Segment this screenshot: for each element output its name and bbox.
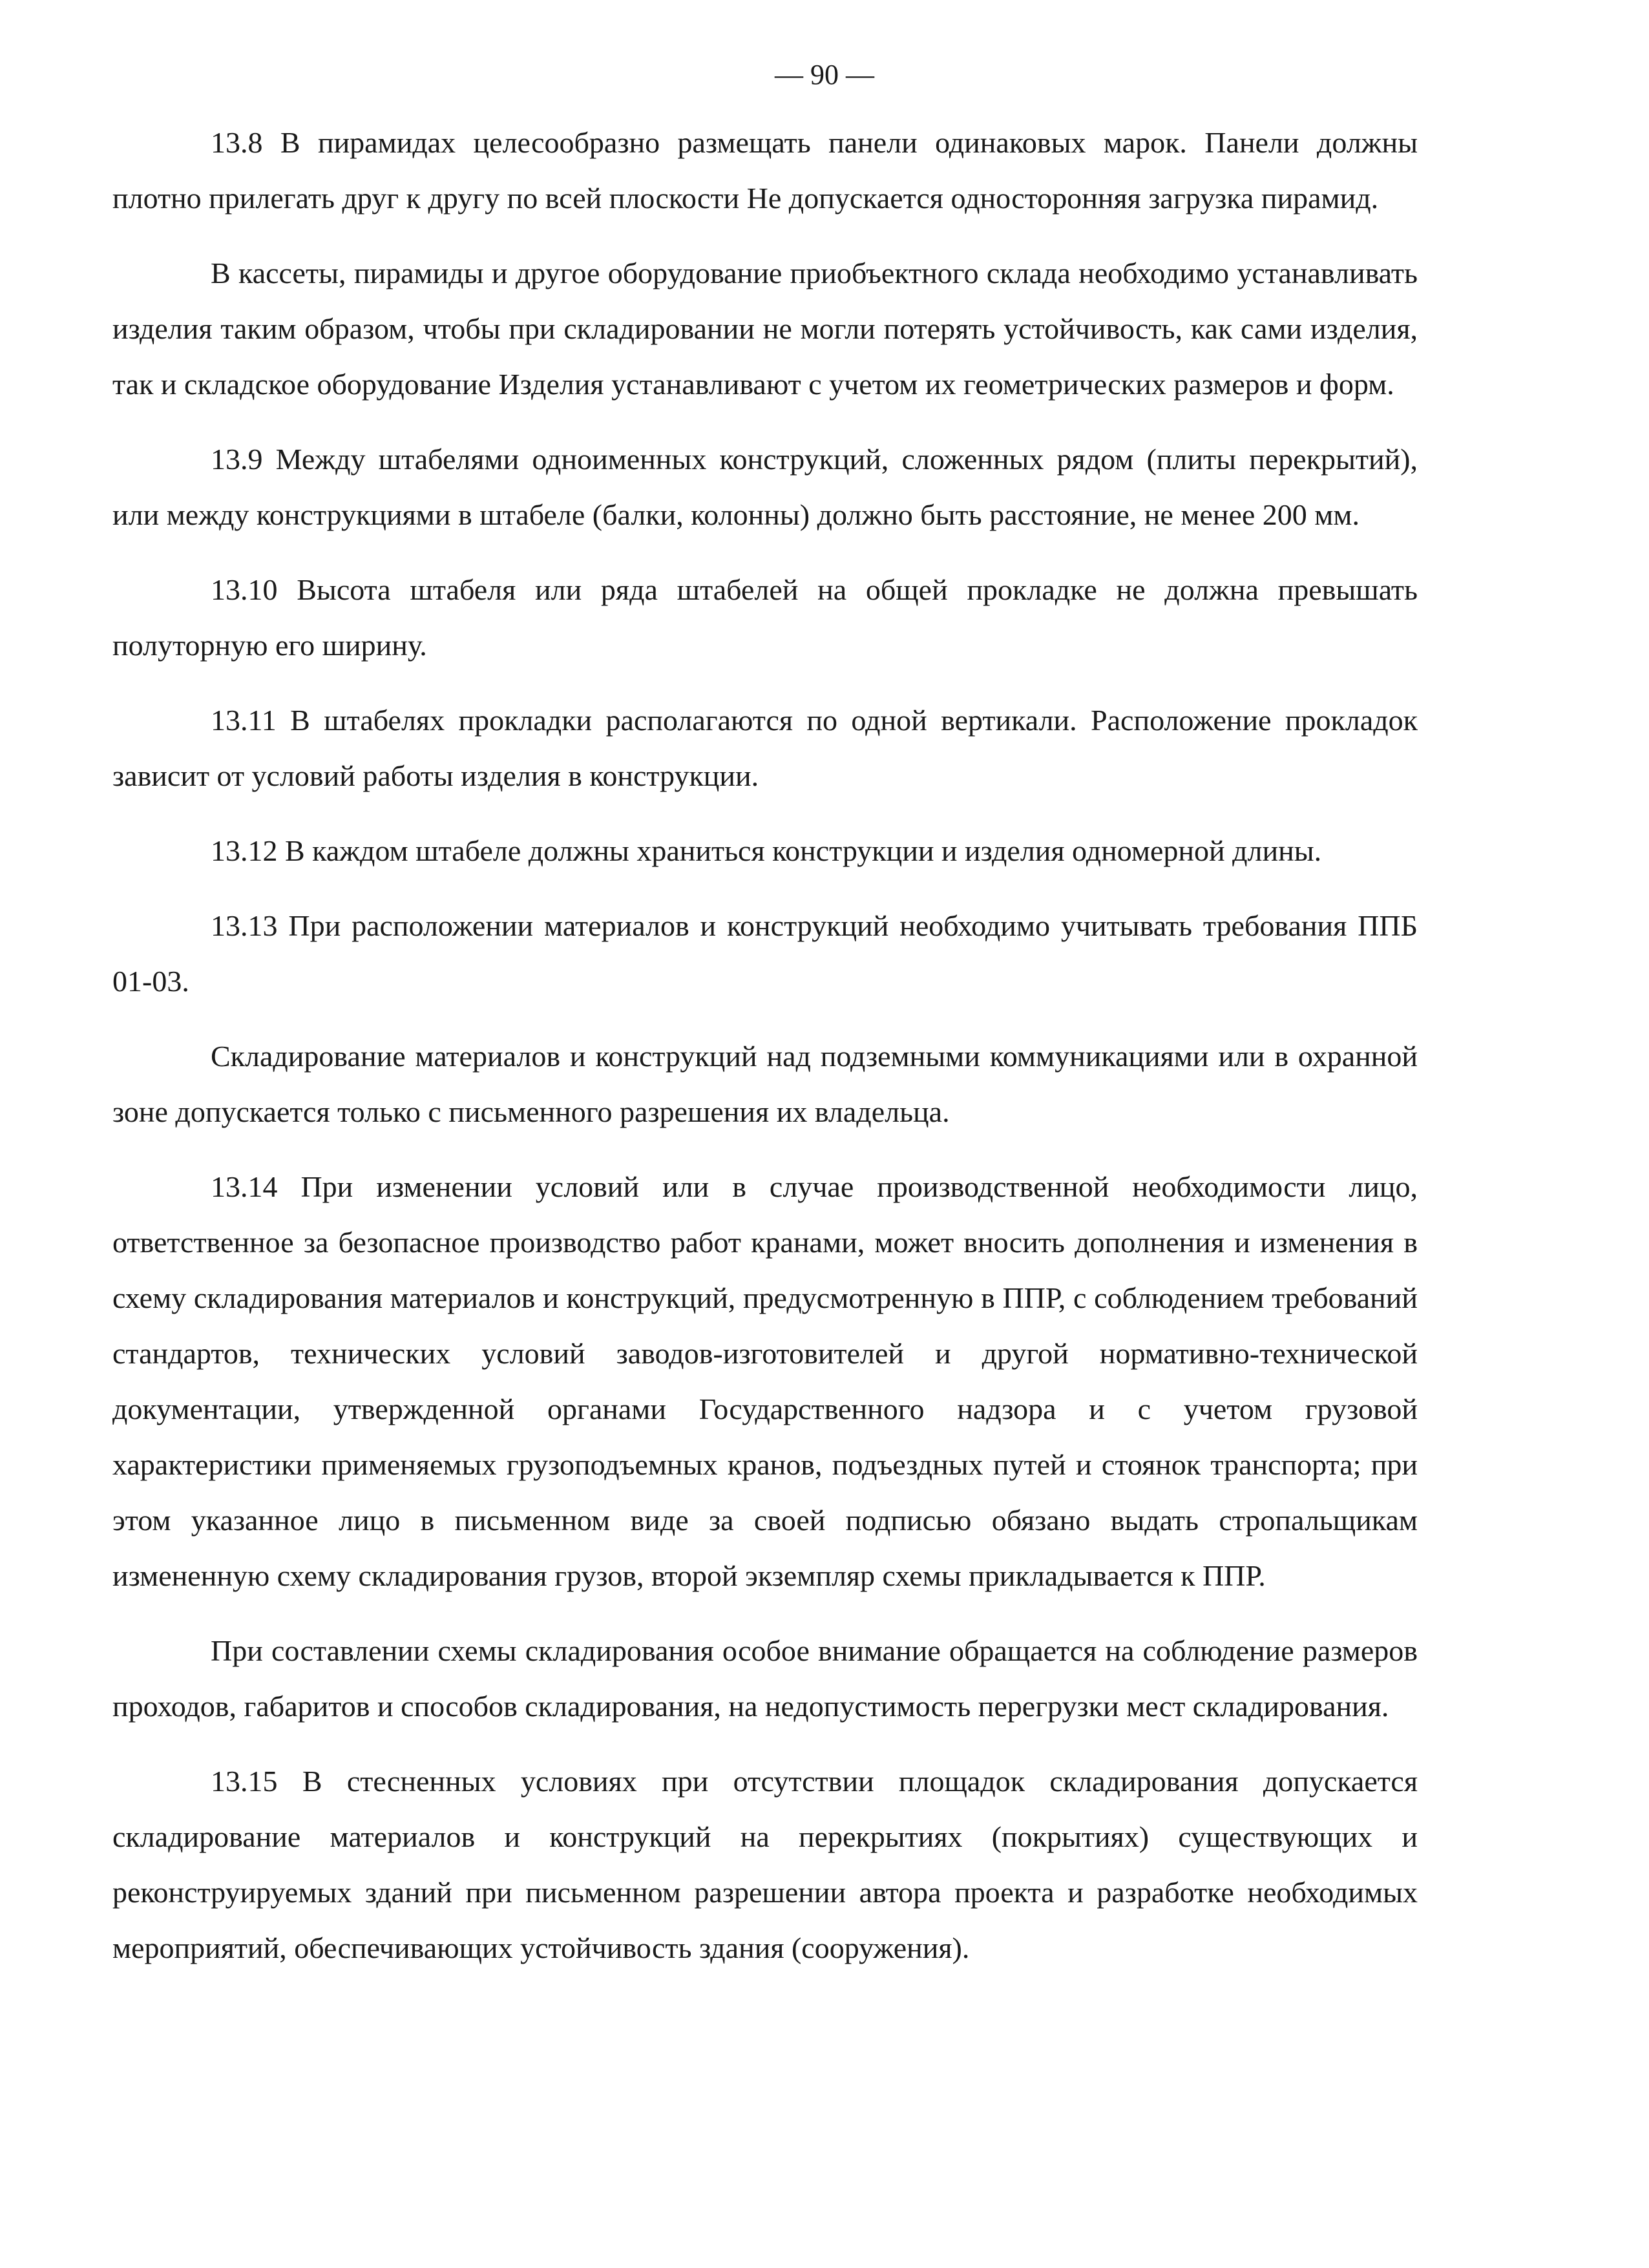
paragraph-cassettes: В кассеты, пирамиды и другое оборудование приобъектного склада необходимо устанавливать изделия таким образом, чтобы при складировании не могли потерять устойчивость, как сами изделия, так и складское оборудование Изделия устанавливают с учетом их геометрических размеров и форм. xyxy=(112,257,1418,401)
paragraph-13-15: 13.15 В стесненных условиях при отсутствии площадок складирования допускается складирование материалов и конструкций на перекрытиях (покрытиях) существующих и реконструируемых зданий при письменном разрешении автора проекта и разработке необходимых мероприятий, обеспечивающих устойчивость здания (сооружения). xyxy=(112,1765,1418,1964)
paragraph-13-10: 13.10 Высота штабеля или ряда штабелей на общей прокладке не должна превышать полуторную его ширину. xyxy=(112,573,1418,662)
paragraph-13-9: 13.9 Между штабелями одноименных конструкций, сложенных рядом (плиты перекрытий), или между конструкциями в штабеле (балки, колонны) должно быть расстояние, не менее 200 мм. xyxy=(112,443,1418,531)
paragraph-13-14: 13.14 При изменении условий или в случае производственной необходимости лицо, ответственное за безопасное производство работ кранами, может вносить дополнения и изменения в схему складирования материалов и конструкций, предусмотренную в ППР, с соблюдением требований стандартов, технических условий заводов-изготовителей и другой нормативно-технической документации, утвержденной органами Государственного надзора и с учетом грузовой характеристики применяемых грузоподъемных кранов, подъездных путей и стоянок транспорта; при этом указанное лицо в письменном виде за своей подписью обязано выдать стропальщикам измененную схему складирования грузов, второй экземпляр схемы прикладывается к ППР. xyxy=(112,1170,1418,1592)
paragraph-underground: Складирование материалов и конструкций над подземными коммуникациями или в охранной зоне допускается только с письменного разрешения их владельца. xyxy=(112,1040,1418,1128)
paragraph-scheme-notes: При составлении схемы складирования особое внимание обращается на соблюдение размеров проходов, габаритов и способов складирования, на недопустимость перегрузки мест складирования. xyxy=(112,1634,1418,1723)
page-number: — 90 — xyxy=(775,59,874,90)
paragraph-13-11: 13.11 В штабелях прокладки располагаются по одной вертикали. Расположение прокладок зависит от условий работы изделия в конструкции. xyxy=(112,704,1418,792)
paragraph-13-12: 13.12 В каждом штабеле должны храниться конструкции и изделия одномерной длины. xyxy=(211,834,1322,867)
body-text xyxy=(112,115,1418,1995)
paragraph-13-13: 13.13 При расположении материалов и конструкций необходимо учитывать требования ППБ 01-03. xyxy=(112,909,1418,998)
paragraph-13-8: 13.8 В пирамидах целесообразно размещать панели одинаковых марок. Панели должны плотно прилегать друг к другу по всей плоскости Не допускается односторонняя загрузка пирамид. xyxy=(112,126,1418,215)
